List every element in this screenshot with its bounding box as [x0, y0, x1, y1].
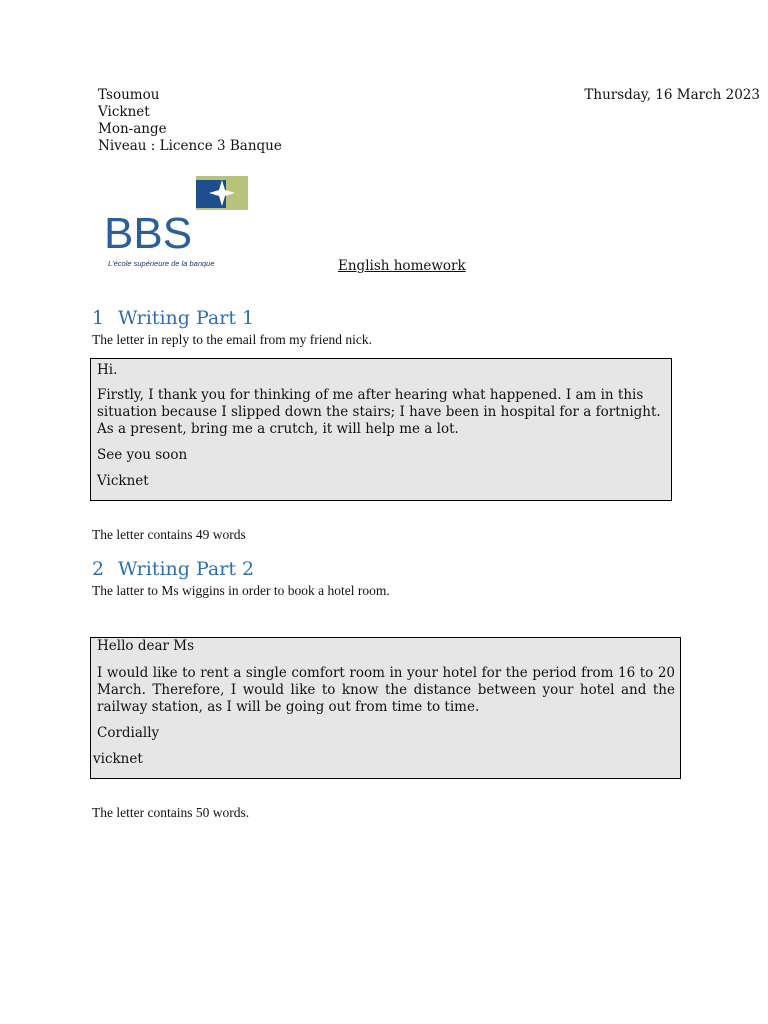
letter-2-box — [90, 637, 681, 779]
letter-1-body: Firstly, I thank you for thinking of me after hearing what happened. I am in this situation because I slipped down the stairs; I have been in hospital for a fortnight. As a present, bring me a crutch, it will help me a lot. — [97, 387, 661, 437]
logo-tagline: L'école supérieure de la banque — [108, 259, 215, 268]
author-firstname: Vicknet — [98, 104, 150, 120]
letter-2-body: I would like to rent a single comfort room in your hotel for the period from 16 to 20 March. Therefore, I would like to know the distance between your hotel and the railway station, as I will be going out from time to time. — [97, 665, 675, 715]
section-2-title: Writing Part 2 — [118, 558, 255, 580]
author-surname: Tsoumou — [98, 87, 160, 103]
bbs-logo-graphic — [104, 176, 254, 268]
author-level: Niveau : Licence 3 Banque — [98, 138, 282, 154]
section-1-heading — [92, 307, 254, 329]
letter-1-box — [90, 358, 672, 501]
section-1-number: 1 — [92, 307, 105, 329]
section-1-title: Writing Part 1 — [118, 307, 255, 329]
logo-text: BBS — [104, 209, 193, 258]
letter-1-word-count: The letter contains 49 words — [92, 527, 246, 542]
bbs-logo — [104, 176, 254, 268]
section-1-intro: The letter in reply to the email from my friend nick. — [92, 332, 373, 347]
document-title: English homework — [338, 258, 466, 274]
section-2-intro: The latter to Ms wiggins in order to book a hotel room. — [92, 583, 390, 598]
letter-2-closing: Cordially — [97, 725, 160, 741]
letter-2-word-count: The letter contains 50 words. — [92, 805, 250, 820]
letter-1-greeting: Hi. — [97, 362, 118, 378]
author-middlename: Mon-ange — [98, 121, 167, 137]
letter-2-greeting: Hello dear Ms — [97, 638, 194, 654]
letter-2-signature: vicknet — [93, 751, 143, 767]
letter-1-closing: See you soon — [97, 447, 188, 463]
section-2-heading — [92, 558, 254, 580]
document-date: Thursday, 16 March 2023 — [584, 87, 760, 103]
author-block — [98, 87, 282, 155]
letter-1-signature: Vicknet — [97, 473, 149, 489]
section-2-number: 2 — [92, 558, 105, 580]
